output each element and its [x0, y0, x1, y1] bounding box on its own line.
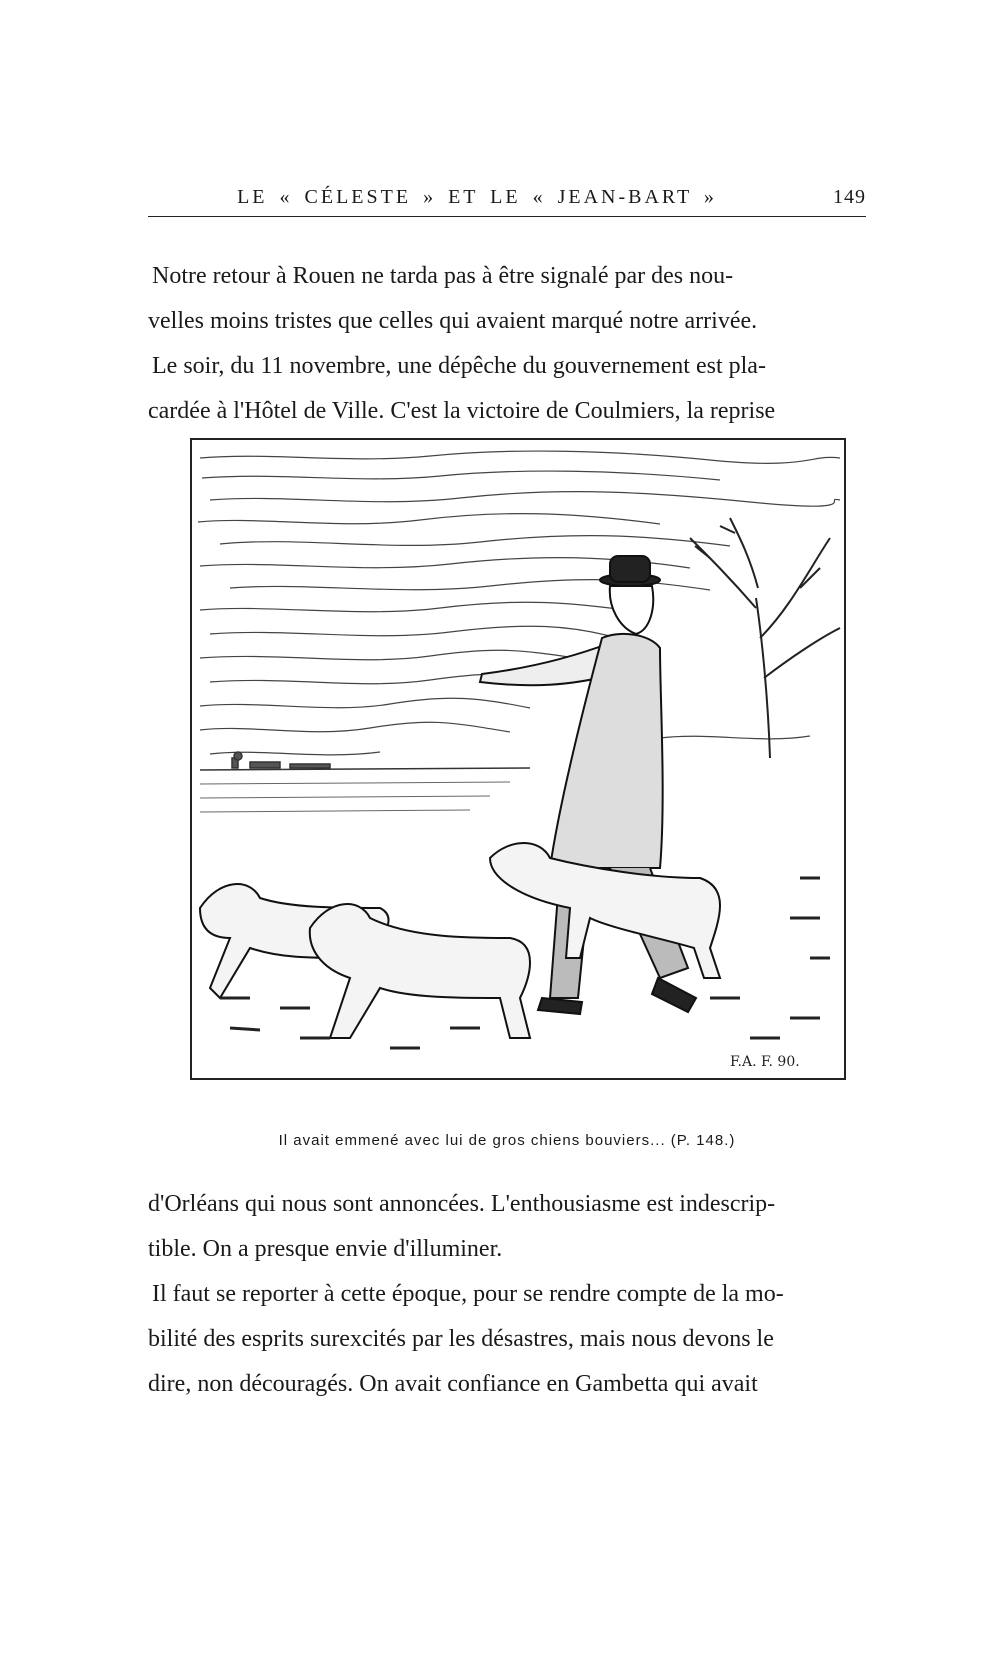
text-line: Le soir, du 11 novembre, une dépêche du gouvernement est pla-: [152, 353, 766, 379]
text-line: bilité des esprits surexcités par les désastres, mais nous devons le: [148, 1326, 774, 1352]
text-line: Il faut se reporter à cette époque, pour se rendre compte de la mo-: [152, 1281, 784, 1307]
engraving-drawing: [190, 438, 846, 1120]
text-line: velles moins tristes que celles qui avaient marqué notre arrivée.: [148, 308, 758, 334]
figure-caption: Il avait emmené avec lui de gros chiens bouviers... (P. 148.): [278, 1132, 736, 1149]
text-line: dire, non découragés. On avait confiance en Gambetta qui avait: [148, 1371, 758, 1397]
text-line: tible. On a presque envie d'illuminer.: [148, 1236, 503, 1262]
text-line: d'Orléans qui nous sont annoncées. L'enthousiasme est indescrip-: [148, 1191, 776, 1217]
illustration: [190, 438, 846, 1120]
page-number: 149: [833, 186, 866, 208]
text-block-bottom: [148, 1182, 866, 1407]
text-line: cardée à l'Hôtel de Ville. C'est la victoire de Coulmiers, la reprise: [148, 398, 776, 424]
running-header: [148, 186, 866, 217]
running-title: LE « CÉLESTE » ET LE « JEAN-BART »: [237, 186, 717, 208]
text-block-top: [148, 254, 866, 434]
text-line: Notre retour à Rouen ne tarda pas à être signalé par des nou-: [152, 263, 734, 289]
artist-signature: F.A. F. 90.: [730, 1054, 800, 1070]
